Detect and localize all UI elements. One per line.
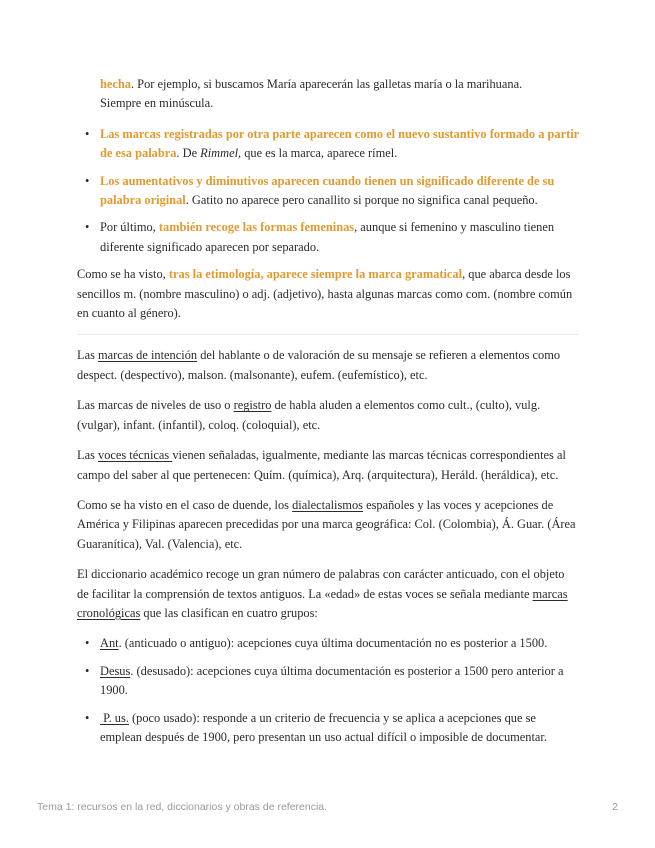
body-text: Como se ha visto en el caso de duende, los xyxy=(77,497,293,512)
body-text: . De xyxy=(176,146,201,161)
body-text: Las marcas de niveles de uso o xyxy=(77,398,234,413)
link-ant[interactable]: Ant xyxy=(100,636,119,651)
body-text: Siempre en minúscula. xyxy=(100,96,214,111)
paragraph-voces-tecnicas xyxy=(77,446,579,485)
paragraph-cronologicas xyxy=(77,565,579,623)
body-text: . Gatito no aparece pero canallito si porque no significa canal pequeño. xyxy=(185,193,538,208)
link-registro[interactable]: registro xyxy=(233,398,272,413)
page-footer xyxy=(37,801,618,813)
link-p-us[interactable]: P. us. xyxy=(100,710,129,725)
body-text: Las xyxy=(77,448,98,463)
footer-title: Tema 1: recursos en la red, diccionarios y obras de referencia. xyxy=(37,801,328,813)
highlight-text: hecha xyxy=(100,77,131,91)
link-marcas-cronologicas[interactable]: marcas cronológicas xyxy=(77,586,568,620)
continued-bullet-text xyxy=(100,75,579,114)
body-text: de habla aluden a elementos como cult., (culto), vulg. (vulgar), infant. (infantil), coloq. (coloquial), etc. xyxy=(77,398,541,432)
body-text: . (desusado): acepciones cuya última documentación es posterior a 1500 pero anterior a 1900. xyxy=(100,663,564,698)
body-text: . Por ejemplo, si buscamos María aparecerán las galletas maría o la marihuana. xyxy=(130,77,523,91)
link-marcas-de-intencion[interactable]: marcas de intención xyxy=(98,348,198,363)
page-number: 2 xyxy=(612,801,618,813)
body-text: , que abarca desde los sencillos m. (nombre masculino) o adj. (adjetivo), hasta algunas marcas como com. (nombre común en cuanto al género). xyxy=(77,267,573,321)
body-text: Las xyxy=(77,348,98,363)
highlight-text: tras la etimología, aparece siempre la marca gramatical xyxy=(168,267,463,282)
paragraph-etimologia xyxy=(77,265,579,323)
highlight-text: Los aumentativos y diminutivos aparecen cuando tienen un significado diferente de su palabra original xyxy=(100,173,555,208)
body-text: (poco usado): responde a un criterio de frecuencia y se aplica a acepciones que se emplean después de 1900, pero presentan un uso actual difícil o imposible de documentar. xyxy=(100,710,547,744)
body-text: Por último, xyxy=(100,220,159,235)
body-text: , aunque si femenino y masculino tienen diferente significado aparecen por separado. xyxy=(100,220,555,254)
body-text: que las clasifican en cuatro grupos: xyxy=(140,605,318,620)
link-dialectalismos[interactable]: dialectalismos xyxy=(292,497,363,512)
body-text: del hablante o de valoración de su mensaje se refieren a elementos como despect. (despectivo), malson. (malsonante), eufem. (eufemístico), etc. xyxy=(77,348,561,382)
body-text: El diccionario académico recoge un gran número de palabras con carácter anticuado, con el objeto de facilitar la comprensión de textos antiguos. La «edad» de estas voces se señala mediante xyxy=(77,567,565,601)
body-text: Como se ha visto, xyxy=(77,267,169,282)
list-item xyxy=(100,709,579,748)
list-item xyxy=(100,172,579,211)
list-item xyxy=(100,662,579,701)
bullet-list-cronologicas xyxy=(77,634,579,747)
highlight-text: también recoge las formas femeninas xyxy=(158,220,355,235)
document-body xyxy=(77,75,579,755)
body-text: , que es la marca, aparece rímel. xyxy=(238,146,398,161)
body-text: vienen señaladas, igualmente, mediante las marcas técnicas correspondientes al campo del saber al que pertenecen: Quím. (química), Arq. (arquitectura), Heráld. (heráldica), etc. xyxy=(77,448,566,482)
section-divider xyxy=(77,334,579,335)
italic-term: Rimmel xyxy=(200,146,239,161)
paragraph-registro xyxy=(77,396,579,435)
list-item xyxy=(100,125,579,164)
paragraph-dialectalismos xyxy=(77,496,579,554)
link-voces-tecnicas[interactable]: voces técnicas xyxy=(98,448,173,463)
highlight-text: Las marcas registradas por otra parte aparecen como el nuevo sustantivo formado a partir de esa palabra xyxy=(100,126,579,161)
body-text: españoles y las voces y acepciones de América y Filipinas aparecen precedidas por una marca geográfica: Col. (Colombia), Á. Guar. (Área Guaraníticа), Val. (Valencia), etc. xyxy=(77,497,576,551)
link-desus[interactable]: Desus xyxy=(100,663,131,678)
list-item xyxy=(100,218,579,257)
body-text: . (anticuado o antiguo): acepciones cuya última documentación no es posterior a 1500. xyxy=(118,636,548,651)
paragraph-intencion xyxy=(77,346,579,385)
bullet-list-marcas xyxy=(77,125,579,257)
list-item xyxy=(100,634,579,653)
